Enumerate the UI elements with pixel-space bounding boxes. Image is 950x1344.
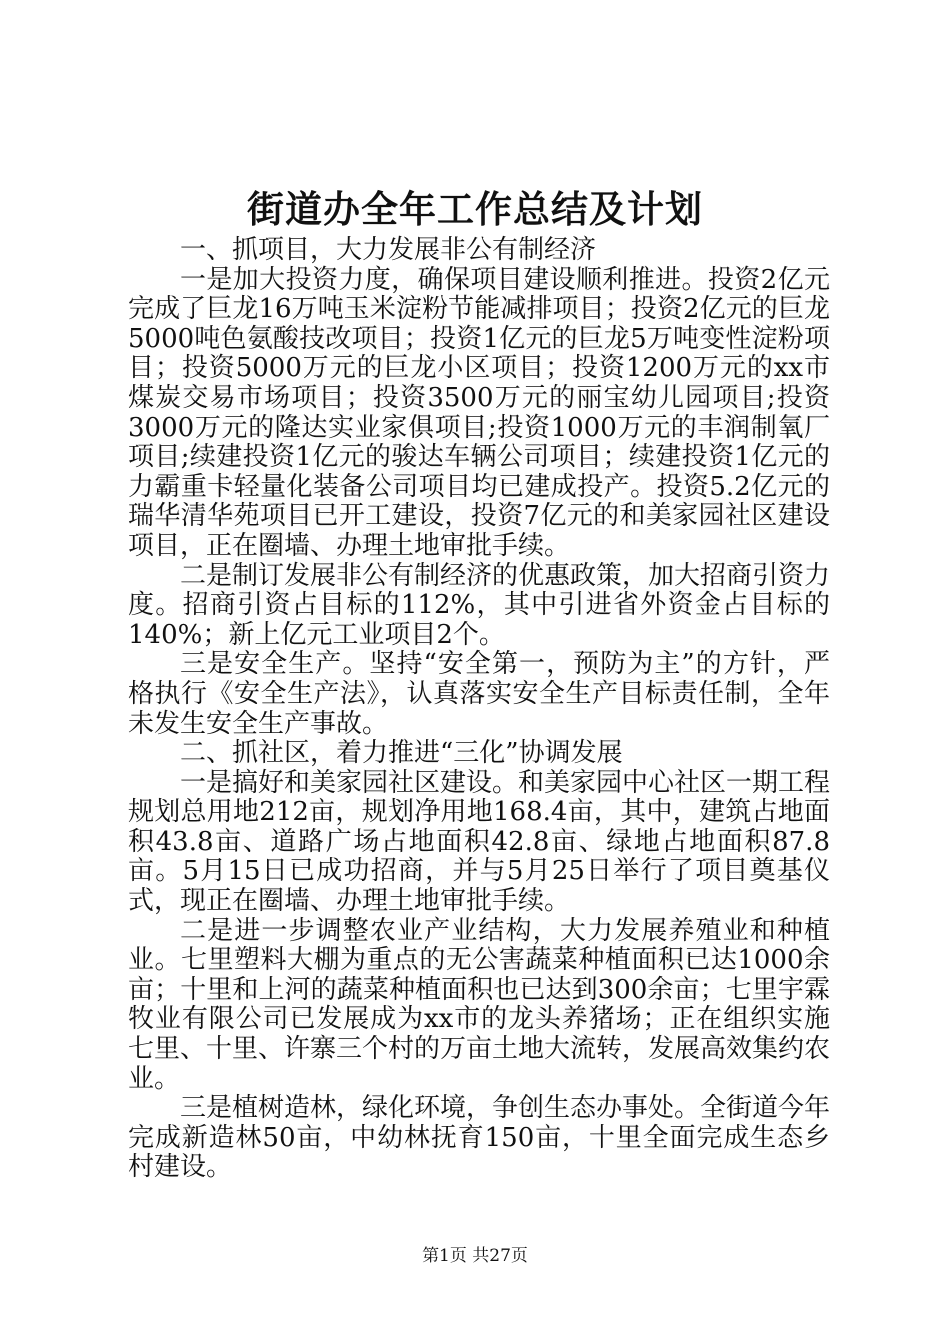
paragraph-community-construction: 一是搞好和美家园社区建设。和美家园中心社区一期工程规划总用地212亩，规划净用地168.4亩，其中，建筑占地面积43.8亩、道路广场占地面积42.8亩、绿地占地面积87.8亩。5月15日已成功招商，并与5月25日举行了项目奠基仪式，现正在圈墙、办理土地审批手续。 bbox=[128, 767, 831, 917]
document-title: 街道办全年工作总结及计划 bbox=[247, 187, 703, 231]
paragraph-agriculture: 二是进一步调整农业产业结构，大力发展养殖业和种植业。七里塑料大棚为重点的无公害蔬菜种植面积已达1000余亩；十里和上河的蔬菜种植面积也已达到300余亩；七里宇霖牧业有限公司已发展成为xx市的龙头养猪场；正在组织实施七里、十里、许寨三个村的万亩土地大流转，发展高效集约农业。 bbox=[128, 915, 831, 1094]
paragraph-investment: 一是加大投资力度，确保项目建设顺利推进。投资2亿元完成了巨龙16万吨玉米淀粉节能减排项目；投资2亿元的巨龙5000吨色氨酸技改项目；投资1亿元的巨龙5万吨变性淀粉项目；投资5000万元的巨龙小区项目；投资1200万元的xx市煤炭交易市场项目；投资3500万元的丽宝幼儿园项目;投资3000万元的隆达实业家俱项目;投资1000万元的丰润制氧厂项目;续建投资1亿元的骏达车辆公司项目；续建投资1亿元的力霸重卡轻量化装备公司项目均已建成投产。投资5.2亿元的瑞华清华苑项目已开工建设，投资7亿元的和美家园社区建设项目，正在圈墙、办理土地审批手续。 bbox=[128, 264, 830, 561]
section-heading-community: 二、抓社区，着力推进“三化”协调发展 bbox=[180, 738, 623, 769]
document-body bbox=[128, 236, 830, 1183]
paragraph-policy: 二是制订发展非公有制经济的优惠政策，加大招商引资力度。招商引资占目标的112%，其中引进省外资金占目标的140%；新上亿元工业项目2个。 bbox=[128, 560, 831, 650]
section-heading-projects: 一、抓项目，大力发展非公有制经济 bbox=[180, 235, 597, 265]
page-number-footer: 第1页 共27页 bbox=[422, 1246, 528, 1266]
paragraph-afforestation: 三是植树造林，绿化环境，争创生态办事处。全街道今年完成新造林50亩，中幼林抚育150亩，十里全面完成生态乡村建设。 bbox=[128, 1093, 831, 1183]
paragraph-safety: 三是安全生产。坚持“安全第一，预防为主”的方针，严格执行《安全生产法》，认真落实安全生产目标责任制，全年未发生安全生产事故。 bbox=[128, 649, 830, 739]
